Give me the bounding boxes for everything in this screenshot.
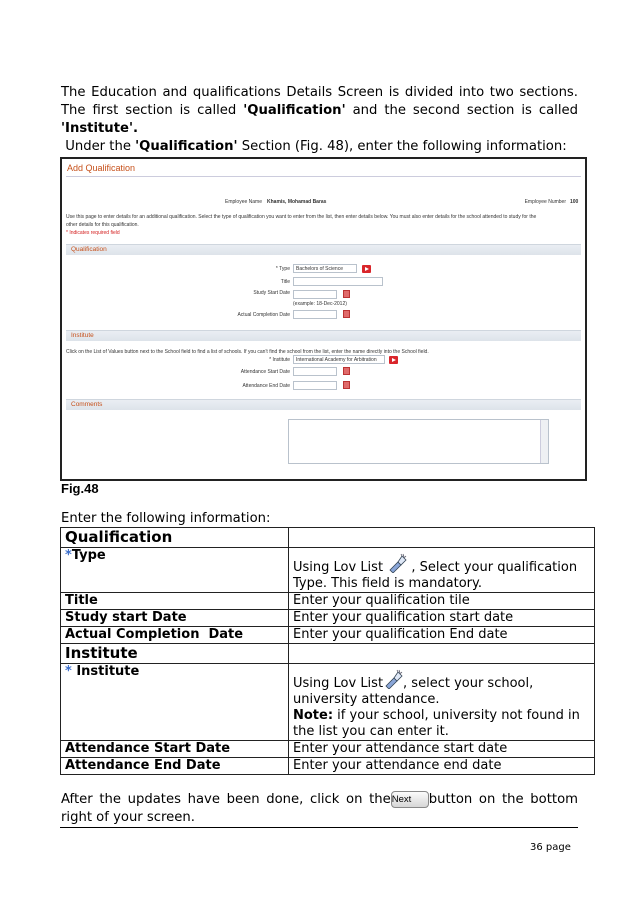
employee-name-value: Khamis, Mohamad Baras xyxy=(267,199,327,205)
calendar-icon[interactable] xyxy=(343,310,350,318)
intro-text: The first section is called xyxy=(61,103,244,118)
title-desc-cell: Enter your qualification tile xyxy=(289,593,595,610)
attendance-start-label: Attendance Start Date xyxy=(240,369,290,375)
attendance-end-field[interactable] xyxy=(293,381,337,390)
qualification-header-cell xyxy=(61,528,289,548)
completion-label-cell: Actual Completion Date xyxy=(61,627,289,644)
intro-line-1: The Education and qualifications Details Screen is divided into two sections. xyxy=(61,85,578,100)
help-text-2: other details for this qualification. xyxy=(66,222,139,228)
comments-scrollbar[interactable] xyxy=(540,420,548,463)
table-row xyxy=(61,758,595,775)
note-label: Note: xyxy=(293,708,334,723)
attendance-start-field[interactable] xyxy=(293,367,337,376)
next-button[interactable]: Next xyxy=(391,791,429,808)
empty-cell xyxy=(289,528,595,548)
type-label: Type xyxy=(71,548,106,563)
actual-completion-field[interactable] xyxy=(293,310,337,319)
study-start-label: Study Start Date xyxy=(253,290,290,296)
flashlight-icon xyxy=(383,669,403,689)
institute-help: Click on the List of Values button next to the School field to find a list of schools. If you can't find the school from the list, enter the name directly into the School field. xyxy=(66,349,429,355)
flashlight-icon xyxy=(387,553,407,573)
att-start-desc-cell: Enter your attendance start date xyxy=(289,741,595,758)
calendar-icon[interactable] xyxy=(343,290,350,298)
type-label-cell xyxy=(61,548,289,593)
employee-number-value: 100 xyxy=(570,199,579,205)
type-lov-button[interactable] xyxy=(362,265,371,273)
institute-field[interactable]: International Academy for Arbitration xyxy=(293,355,385,364)
actual-completion-label: Actual Completion Date xyxy=(237,312,290,318)
institute-label: * Institute xyxy=(269,357,290,363)
table-row xyxy=(61,528,595,548)
note-text: if your school, university not found in the list you can enter it. xyxy=(293,708,580,739)
institute-lov-button[interactable] xyxy=(389,356,398,364)
qualification-header: Qualification xyxy=(65,528,173,546)
title-field[interactable] xyxy=(293,277,383,286)
footer-rule xyxy=(60,827,578,828)
figure-title: Add Qualification xyxy=(67,163,136,173)
intro-line-2 xyxy=(61,102,578,120)
institute-desc-cell xyxy=(289,664,595,741)
institute-desc: , select your school, university attendance. xyxy=(293,676,534,707)
attendance-end-label: Attendance End Date xyxy=(242,383,290,389)
study-start-field[interactable] xyxy=(293,290,337,299)
comments-textarea[interactable] xyxy=(288,419,549,464)
type-field[interactable]: Bachelors of Science xyxy=(293,264,357,273)
qualification-section-bar xyxy=(66,244,581,255)
institute-label: Institute xyxy=(76,664,140,679)
after-text: After the updates have been done, click on the xyxy=(61,792,391,807)
page-number: 36 page xyxy=(530,842,571,853)
title-label: Title xyxy=(280,279,290,285)
table-row xyxy=(61,610,595,627)
institute-desc: Using Lov List xyxy=(293,676,384,691)
att-end-desc-cell: Enter your attendance end date xyxy=(289,758,595,775)
institute-section-bar xyxy=(66,330,581,341)
institute-quote: 'Institute'. xyxy=(61,121,138,136)
study-label-cell: Study start Date xyxy=(61,610,289,627)
comments-section-bar xyxy=(66,399,581,410)
intro-text: Section (Fig. 48), enter the following information: xyxy=(237,139,567,154)
required-star: * xyxy=(65,664,77,679)
institute-header-cell xyxy=(61,644,289,664)
date-example: (example: 18-Dec-2012) xyxy=(293,301,347,307)
qualification-quote: 'Qualification' xyxy=(243,103,346,118)
type-desc-cell xyxy=(289,548,595,593)
comments-section-title: Comments xyxy=(71,401,103,408)
table-row xyxy=(61,593,595,610)
employee-name-label: Employee Name xyxy=(225,199,262,205)
after-line-1 xyxy=(61,791,578,809)
empty-cell xyxy=(289,644,595,664)
help-text-1: Use this page to enter details for an additional qualification. Select the type of qualification you want to enter from the list, then enter details below. You must also enter details for the school attended to study for the xyxy=(66,214,537,220)
calendar-icon[interactable] xyxy=(343,367,350,375)
employee-number-label: Employee Number xyxy=(524,199,566,205)
required-star: * xyxy=(65,548,72,563)
fields-table xyxy=(60,527,595,775)
type-desc: , Select your qualification Type. This field is mandatory. xyxy=(293,560,578,591)
completion-desc-cell: Enter your qualification End date xyxy=(289,627,595,644)
institute-section-title: Institute xyxy=(71,332,94,339)
institute-header: Institute xyxy=(65,644,138,662)
institute-label-cell xyxy=(61,664,289,741)
intro-text: Under the xyxy=(61,139,136,154)
intro-line-4 xyxy=(61,138,567,156)
intro-text: and the second section is called xyxy=(345,103,578,118)
title-divider xyxy=(66,176,581,177)
qualification-section-title: Qualification xyxy=(71,246,107,253)
enter-info-text: Enter the following information: xyxy=(61,511,271,526)
att-start-label-cell: Attendance Start Date xyxy=(61,741,289,758)
table-row xyxy=(61,627,595,644)
att-end-label-cell: Attendance End Date xyxy=(61,758,289,775)
calendar-icon[interactable] xyxy=(343,381,350,389)
table-row xyxy=(61,548,595,593)
study-desc-cell: Enter your qualification start date xyxy=(289,610,595,627)
table-row xyxy=(61,741,595,758)
type-label: * Type xyxy=(275,266,290,272)
add-qualification-screenshot xyxy=(60,157,587,481)
table-row xyxy=(61,664,595,741)
after-text: button on the bottom xyxy=(428,792,578,807)
table-row xyxy=(61,644,595,664)
after-line-2: right of your screen. xyxy=(61,810,195,825)
required-note: * Indicates required field xyxy=(66,230,120,236)
type-desc: Using Lov List xyxy=(293,560,384,575)
figure-caption: Fig.48 xyxy=(61,481,99,496)
title-label-cell: Title xyxy=(61,593,289,610)
qualification-quote: 'Qualification' xyxy=(135,139,238,154)
